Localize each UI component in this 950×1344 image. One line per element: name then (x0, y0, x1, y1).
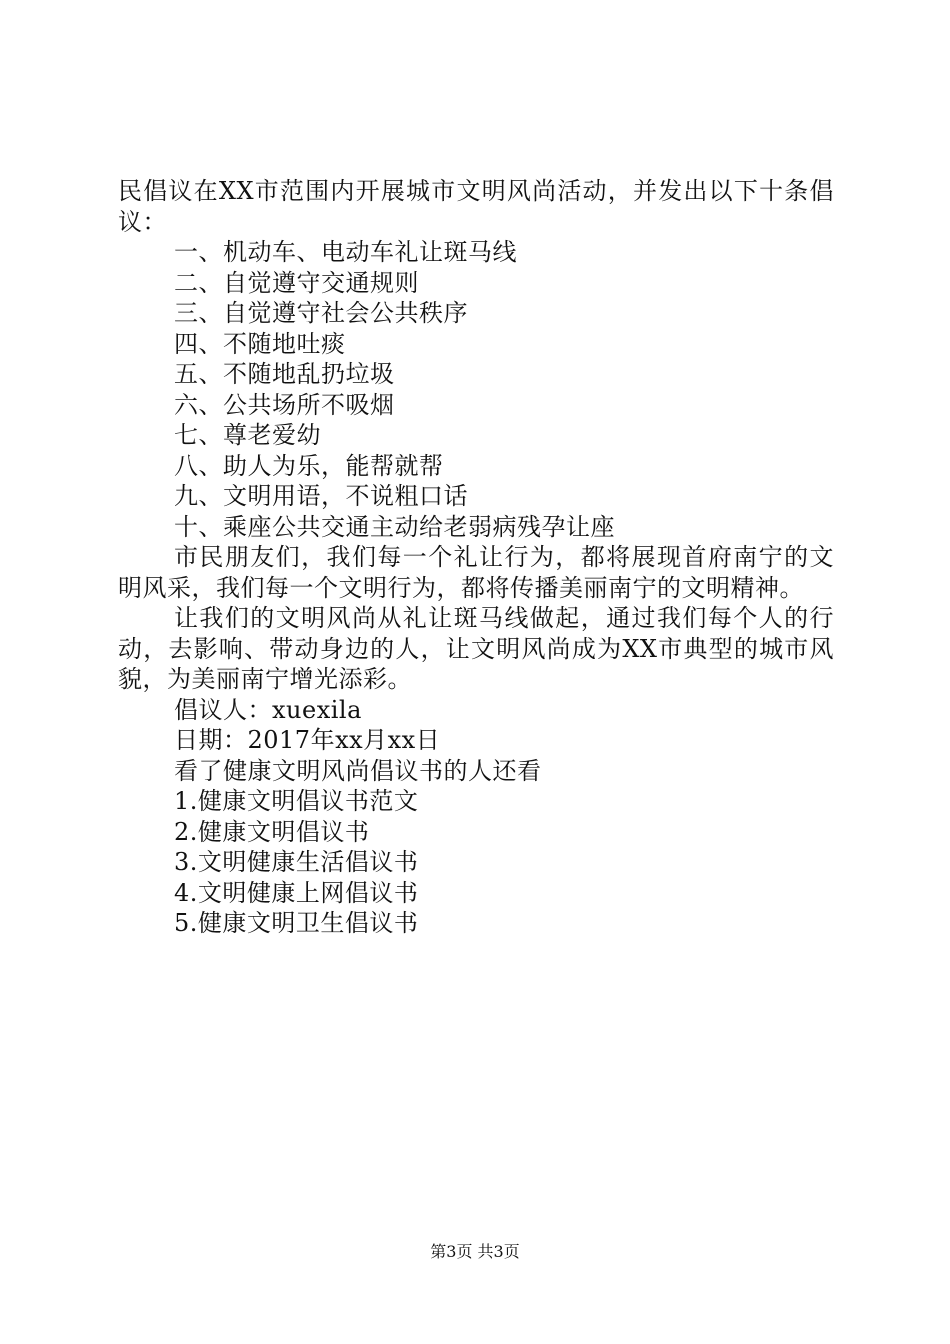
related-link-2[interactable]: 2.健康文明倡议书 (174, 817, 370, 846)
opening-paragraph: 民倡议在XX市范围内开展城市文明风尚活动，并发出以下十条倡议： (118, 177, 834, 236)
paragraph-citizens: 市民朋友们，我们每一个礼让行为，都将展现首府南宁的文明风采，我们每一个文明行为，都将传播美丽南宁的文明精神。 (118, 543, 834, 602)
page-number: 第3页 共3页 (430, 1242, 520, 1261)
proposal-item-5: 五、不随地乱扔垃圾 (174, 360, 395, 388)
proposal-item-8: 八、助人为乐，能帮就帮 (174, 451, 444, 480)
document-body (118, 176, 834, 939)
proposal-item-4: 四、不随地吐痰 (174, 329, 346, 358)
proposal-item-10: 十、乘座公共交通主动给老弱病残孕让座 (174, 512, 615, 541)
proposal-item-3: 三、自觉遵守社会公共秩序 (174, 299, 468, 327)
proposal-item-2: 二、自觉遵守交通规则 (174, 268, 419, 297)
proposal-item-9: 九、文明用语，不说粗口话 (174, 482, 468, 510)
related-link-3[interactable]: 3.文明健康生活倡议书 (174, 848, 419, 876)
related-link-4[interactable]: 4.文明健康上网倡议书 (174, 878, 419, 907)
date-line: 日期：2017年xx月xx日 (174, 726, 441, 754)
page-footer (0, 1242, 950, 1262)
proposal-item-6: 六、公共场所不吸烟 (174, 390, 395, 419)
related-link-1[interactable]: 1.健康文明倡议书范文 (174, 787, 419, 815)
proposal-item-1: 一、机动车、电动车礼让斑马线 (174, 238, 517, 266)
signer-line: 倡议人：xuexila (174, 695, 362, 724)
paragraph-call-to-action: 让我们的文明风尚从礼让斑马线做起，通过我们每个人的行动，去影响、带动身边的人，让文明风尚成为XX市典型的城市风貌，为美丽南宁增光添彩。 (118, 604, 834, 693)
related-link-5[interactable]: 5.健康文明卫生倡议书 (174, 909, 419, 937)
related-heading: 看了健康文明风尚倡议书的人还看 (174, 756, 542, 785)
proposal-item-7: 七、尊老爱幼 (174, 421, 321, 449)
